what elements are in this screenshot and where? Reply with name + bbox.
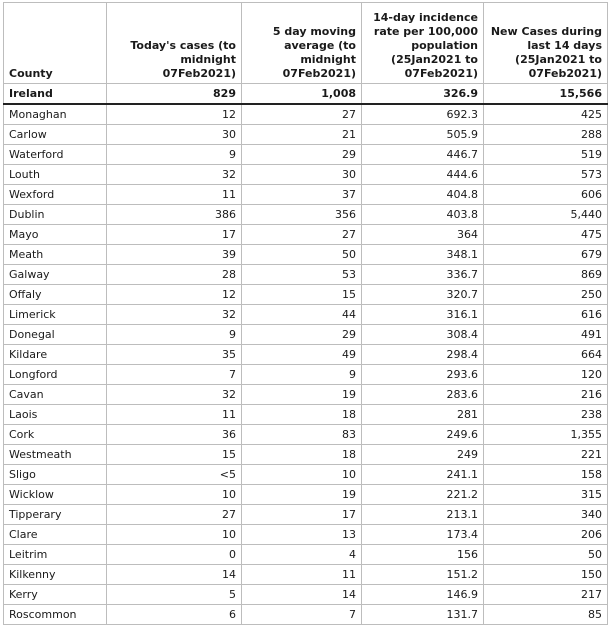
5-day-average-cell: 49 <box>242 345 362 365</box>
county-cell: Laois <box>4 405 107 425</box>
new-cases-cell: 606 <box>484 185 608 205</box>
5-day-average-cell: 83 <box>242 425 362 445</box>
total-14-day-incidence: 326.9 <box>362 84 484 105</box>
5-day-average-cell: 29 <box>242 325 362 345</box>
new-cases-cell: 616 <box>484 305 608 325</box>
todays-cases-cell: 15 <box>107 445 242 465</box>
14-day-incidence-cell: 249.6 <box>362 425 484 445</box>
14-day-incidence-cell: 316.1 <box>362 305 484 325</box>
table-row <box>4 285 608 305</box>
header-14-day-incidence: 14-day incidence rate per 100,000 population (25Jan2021 to 07Feb2021) <box>362 3 484 84</box>
todays-cases-cell: 10 <box>107 525 242 545</box>
new-cases-cell: 519 <box>484 145 608 165</box>
new-cases-cell: 573 <box>484 165 608 185</box>
county-cell: Limerick <box>4 305 107 325</box>
new-cases-cell: 315 <box>484 485 608 505</box>
new-cases-cell: 425 <box>484 104 608 125</box>
county-cell: Cork <box>4 425 107 445</box>
new-cases-cell: 475 <box>484 225 608 245</box>
new-cases-cell: 216 <box>484 385 608 405</box>
todays-cases-cell: 7 <box>107 365 242 385</box>
county-cell: Waterford <box>4 145 107 165</box>
14-day-incidence-cell: 241.1 <box>362 465 484 485</box>
14-day-incidence-cell: 404.8 <box>362 185 484 205</box>
county-cell: Kerry <box>4 585 107 605</box>
county-cell: Tipperary <box>4 505 107 525</box>
todays-cases-cell: 0 <box>107 545 242 565</box>
table-row <box>4 245 608 265</box>
new-cases-cell: 221 <box>484 445 608 465</box>
5-day-average-cell: 4 <box>242 545 362 565</box>
total-new-cases: 15,566 <box>484 84 608 105</box>
header-county: County <box>4 3 107 84</box>
county-cell: Leitrim <box>4 545 107 565</box>
5-day-average-cell: 53 <box>242 265 362 285</box>
5-day-average-cell: 29 <box>242 145 362 165</box>
table-row <box>4 205 608 225</box>
14-day-incidence-cell: 283.6 <box>362 385 484 405</box>
table-row <box>4 104 608 125</box>
table-row <box>4 265 608 285</box>
14-day-incidence-cell: 298.4 <box>362 345 484 365</box>
table-row <box>4 565 608 585</box>
new-cases-cell: 250 <box>484 285 608 305</box>
new-cases-cell: 158 <box>484 465 608 485</box>
todays-cases-cell: 28 <box>107 265 242 285</box>
14-day-incidence-cell: 156 <box>362 545 484 565</box>
new-cases-cell: 340 <box>484 505 608 525</box>
county-cell: Kildare <box>4 345 107 365</box>
todays-cases-cell: 30 <box>107 125 242 145</box>
5-day-average-cell: 44 <box>242 305 362 325</box>
new-cases-cell: 1,355 <box>484 425 608 445</box>
14-day-incidence-cell: 131.7 <box>362 605 484 625</box>
todays-cases-cell: 10 <box>107 485 242 505</box>
14-day-incidence-cell: 221.2 <box>362 485 484 505</box>
header-5-day-average: 5 day moving average (to midnight 07Feb2021) <box>242 3 362 84</box>
new-cases-cell: 491 <box>484 325 608 345</box>
5-day-average-cell: 11 <box>242 565 362 585</box>
table-row <box>4 165 608 185</box>
new-cases-cell: 150 <box>484 565 608 585</box>
county-cell: Meath <box>4 245 107 265</box>
county-cell: Mayo <box>4 225 107 245</box>
county-cell: Monaghan <box>4 104 107 125</box>
14-day-incidence-cell: 173.4 <box>362 525 484 545</box>
todays-cases-cell: 9 <box>107 325 242 345</box>
header-row <box>4 3 608 84</box>
county-cell: Offaly <box>4 285 107 305</box>
5-day-average-cell: 30 <box>242 165 362 185</box>
table-row <box>4 505 608 525</box>
5-day-average-cell: 10 <box>242 465 362 485</box>
todays-cases-cell: 27 <box>107 505 242 525</box>
table-row <box>4 485 608 505</box>
county-cell: Longford <box>4 365 107 385</box>
14-day-incidence-cell: 692.3 <box>362 104 484 125</box>
5-day-average-cell: 7 <box>242 605 362 625</box>
14-day-incidence-cell: 151.2 <box>362 565 484 585</box>
todays-cases-cell: 39 <box>107 245 242 265</box>
new-cases-cell: 288 <box>484 125 608 145</box>
county-cell: Cavan <box>4 385 107 405</box>
county-cell: Westmeath <box>4 445 107 465</box>
table-row <box>4 365 608 385</box>
table-row <box>4 345 608 365</box>
5-day-average-cell: 21 <box>242 125 362 145</box>
14-day-incidence-cell: 146.9 <box>362 585 484 605</box>
todays-cases-cell: 32 <box>107 165 242 185</box>
total-county: Ireland <box>4 84 107 105</box>
county-cell: Louth <box>4 165 107 185</box>
county-cell: Carlow <box>4 125 107 145</box>
table-row <box>4 385 608 405</box>
table-row <box>4 405 608 425</box>
todays-cases-cell: 14 <box>107 565 242 585</box>
todays-cases-cell: 11 <box>107 185 242 205</box>
todays-cases-cell: 32 <box>107 305 242 325</box>
new-cases-cell: 85 <box>484 605 608 625</box>
14-day-incidence-cell: 281 <box>362 405 484 425</box>
county-cases-table <box>3 2 608 625</box>
table-row <box>4 545 608 565</box>
5-day-average-cell: 19 <box>242 385 362 405</box>
new-cases-cell: 5,440 <box>484 205 608 225</box>
header-todays-cases: Today's cases (to midnight 07Feb2021) <box>107 3 242 84</box>
table-row <box>4 525 608 545</box>
todays-cases-cell: 11 <box>107 405 242 425</box>
county-cell: Dublin <box>4 205 107 225</box>
5-day-average-cell: 27 <box>242 104 362 125</box>
new-cases-cell: 206 <box>484 525 608 545</box>
14-day-incidence-cell: 403.8 <box>362 205 484 225</box>
county-cell: Clare <box>4 525 107 545</box>
county-cell: Galway <box>4 265 107 285</box>
new-cases-cell: 679 <box>484 245 608 265</box>
county-cell: Sligo <box>4 465 107 485</box>
todays-cases-cell: 6 <box>107 605 242 625</box>
table-row <box>4 225 608 245</box>
5-day-average-cell: 15 <box>242 285 362 305</box>
14-day-incidence-cell: 505.9 <box>362 125 484 145</box>
todays-cases-cell: 12 <box>107 285 242 305</box>
todays-cases-cell: <5 <box>107 465 242 485</box>
table-row <box>4 305 608 325</box>
new-cases-cell: 50 <box>484 545 608 565</box>
14-day-incidence-cell: 444.6 <box>362 165 484 185</box>
todays-cases-cell: 9 <box>107 145 242 165</box>
table-row <box>4 605 608 625</box>
table-row <box>4 425 608 445</box>
todays-cases-cell: 17 <box>107 225 242 245</box>
5-day-average-cell: 50 <box>242 245 362 265</box>
county-cell: Wexford <box>4 185 107 205</box>
county-cell: Roscommon <box>4 605 107 625</box>
5-day-average-cell: 13 <box>242 525 362 545</box>
todays-cases-cell: 5 <box>107 585 242 605</box>
todays-cases-cell: 12 <box>107 104 242 125</box>
14-day-incidence-cell: 348.1 <box>362 245 484 265</box>
5-day-average-cell: 18 <box>242 405 362 425</box>
todays-cases-cell: 32 <box>107 385 242 405</box>
county-cell: Donegal <box>4 325 107 345</box>
header-new-cases-14-days: New Cases during last 14 days (25Jan2021 to 07Feb2021) <box>484 3 608 84</box>
county-cell: Wicklow <box>4 485 107 505</box>
5-day-average-cell: 27 <box>242 225 362 245</box>
14-day-incidence-cell: 249 <box>362 445 484 465</box>
table-row <box>4 465 608 485</box>
new-cases-cell: 869 <box>484 265 608 285</box>
14-day-incidence-cell: 320.7 <box>362 285 484 305</box>
14-day-incidence-cell: 446.7 <box>362 145 484 165</box>
new-cases-cell: 664 <box>484 345 608 365</box>
5-day-average-cell: 37 <box>242 185 362 205</box>
todays-cases-cell: 35 <box>107 345 242 365</box>
county-cell: Kilkenny <box>4 565 107 585</box>
14-day-incidence-cell: 308.4 <box>362 325 484 345</box>
todays-cases-cell: 36 <box>107 425 242 445</box>
5-day-average-cell: 19 <box>242 485 362 505</box>
5-day-average-cell: 14 <box>242 585 362 605</box>
14-day-incidence-cell: 213.1 <box>362 505 484 525</box>
5-day-average-cell: 18 <box>242 445 362 465</box>
total-row <box>4 84 608 105</box>
table-row <box>4 185 608 205</box>
table-row <box>4 325 608 345</box>
new-cases-cell: 238 <box>484 405 608 425</box>
total-todays-cases: 829 <box>107 84 242 105</box>
5-day-average-cell: 9 <box>242 365 362 385</box>
table-row <box>4 145 608 165</box>
5-day-average-cell: 17 <box>242 505 362 525</box>
todays-cases-cell: 386 <box>107 205 242 225</box>
new-cases-cell: 217 <box>484 585 608 605</box>
table-row <box>4 445 608 465</box>
table-row <box>4 125 608 145</box>
new-cases-cell: 120 <box>484 365 608 385</box>
table-row <box>4 585 608 605</box>
total-5-day-average: 1,008 <box>242 84 362 105</box>
5-day-average-cell: 356 <box>242 205 362 225</box>
14-day-incidence-cell: 336.7 <box>362 265 484 285</box>
14-day-incidence-cell: 293.6 <box>362 365 484 385</box>
14-day-incidence-cell: 364 <box>362 225 484 245</box>
